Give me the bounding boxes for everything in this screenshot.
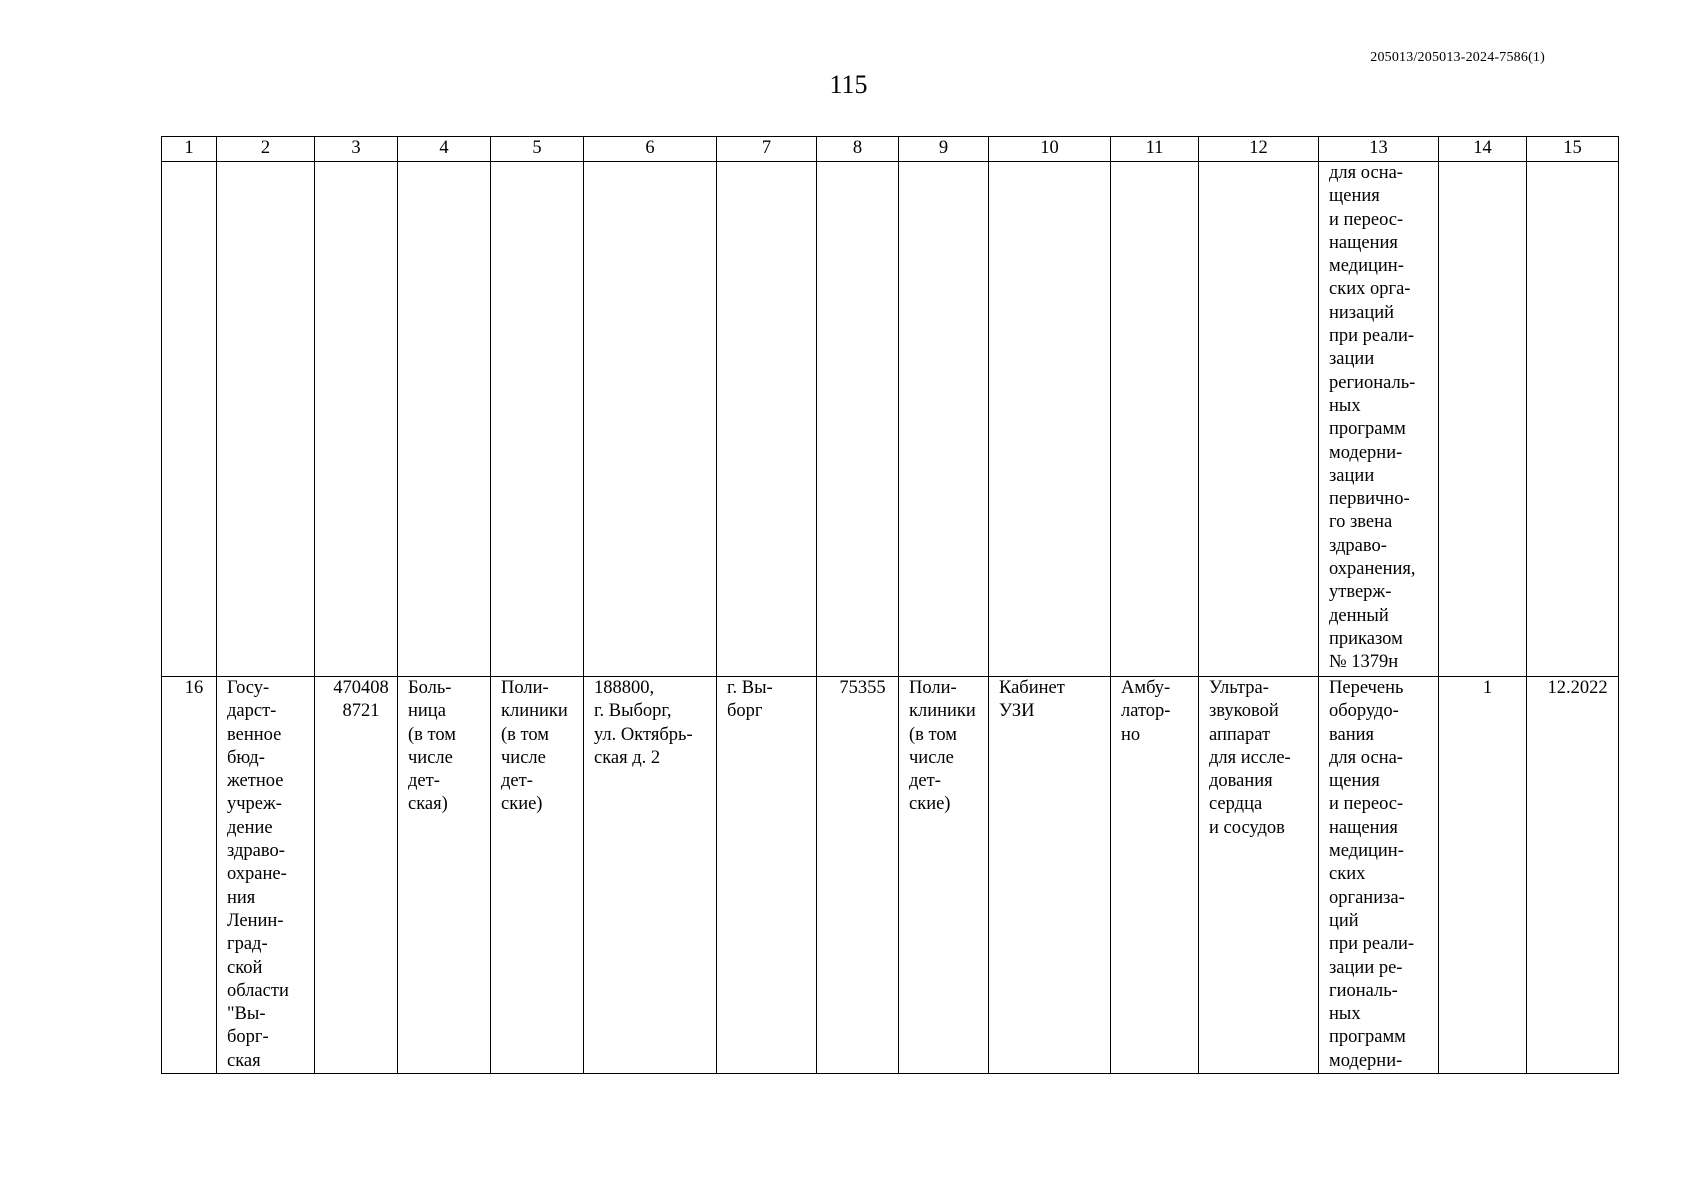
table-row [162, 162, 1619, 677]
cell-text: 1 [1482, 678, 1493, 698]
table-cell [491, 677, 584, 1074]
table-cell [315, 162, 398, 677]
table-cell [1319, 677, 1439, 1074]
table-cell [817, 677, 899, 1074]
table-cell [584, 677, 717, 1074]
table-cell [989, 677, 1111, 1074]
column-header: 2 [217, 137, 315, 162]
column-header: 5 [491, 137, 584, 162]
table-row [162, 677, 1619, 1074]
cell-text: г. Вы- борг [727, 678, 773, 722]
table-cell [1199, 677, 1319, 1074]
table-cell [217, 162, 315, 677]
table-cell [1439, 677, 1527, 1074]
cell-text: Амбу- латор- но [1121, 678, 1171, 745]
column-header: 13 [1319, 137, 1439, 162]
data-table [161, 136, 1619, 1074]
table-cell [491, 162, 584, 677]
table-cell [1111, 162, 1199, 677]
cell-text: Боль- ница (в том числе дет- ская) [408, 678, 456, 815]
table-cell [717, 162, 817, 677]
table-cell [899, 677, 989, 1074]
cell-text: Перечень оборудо- вания для осна- щения и переос- нащения медицин- ских организа- ций при реали- зации ре- гиональ- ных программ модерни- [1329, 678, 1415, 1071]
cell-text: 470408 8721 [333, 678, 389, 722]
cell-text: Ультра- звуковой аппарат для иссле- дования сердца и сосудов [1209, 678, 1291, 838]
column-header: 6 [584, 137, 717, 162]
column-header: 11 [1111, 137, 1199, 162]
table-header-row [162, 137, 1619, 162]
table-cell [989, 162, 1111, 677]
table-cell [1527, 677, 1619, 1074]
cell-text: Поли- клиники (в том числе дет- ские) [909, 678, 976, 815]
table-cell [1527, 162, 1619, 677]
column-header: 7 [717, 137, 817, 162]
table-cell [217, 677, 315, 1074]
table-cell [717, 677, 817, 1074]
table-cell [398, 162, 491, 677]
table-cell [584, 162, 717, 677]
column-header: 4 [398, 137, 491, 162]
column-header: 10 [989, 137, 1111, 162]
cell-text: для осна- щения и переос- нащения медицин- ских орга- низаций при реали- зации региональ- ных программ модерни- зации первично- го звена здраво- охранения, утверж- денный приказом № 1379н [1329, 163, 1416, 673]
column-header: 14 [1439, 137, 1527, 162]
table-cell [899, 162, 989, 677]
cell-text: Госу- дарст- венное бюд- жетное учреж- дение здраво- охране- ния Ленин- град- ской области "Вы- борг- ская [227, 678, 289, 1071]
table-cell [1199, 162, 1319, 677]
table-cell [162, 162, 217, 677]
table-cell [1111, 677, 1199, 1074]
cell-text: 12.2022 [1547, 678, 1608, 698]
cell-text: Кабинет УЗИ [999, 678, 1065, 722]
table-cell [398, 677, 491, 1074]
column-header: 15 [1527, 137, 1619, 162]
cell-text: Поли- клиники (в том числе дет- ские) [501, 678, 568, 815]
column-header: 3 [315, 137, 398, 162]
table-cell [817, 162, 899, 677]
column-header: 8 [817, 137, 899, 162]
cell-text: 75355 [839, 678, 886, 698]
document-id: 205013/205013-2024-7586(1) [1370, 50, 1545, 65]
cell-text: 188800, г. Выборг, ул. Октябрь- ская д. 2 [594, 678, 693, 768]
cell-text: 16 [184, 678, 204, 698]
table-cell [1319, 162, 1439, 677]
column-header: 9 [899, 137, 989, 162]
table-cell [162, 677, 217, 1074]
column-header: 1 [162, 137, 217, 162]
table-cell [315, 677, 398, 1074]
column-header: 12 [1199, 137, 1319, 162]
page-number: 115 [829, 70, 868, 99]
table-cell [1439, 162, 1527, 677]
